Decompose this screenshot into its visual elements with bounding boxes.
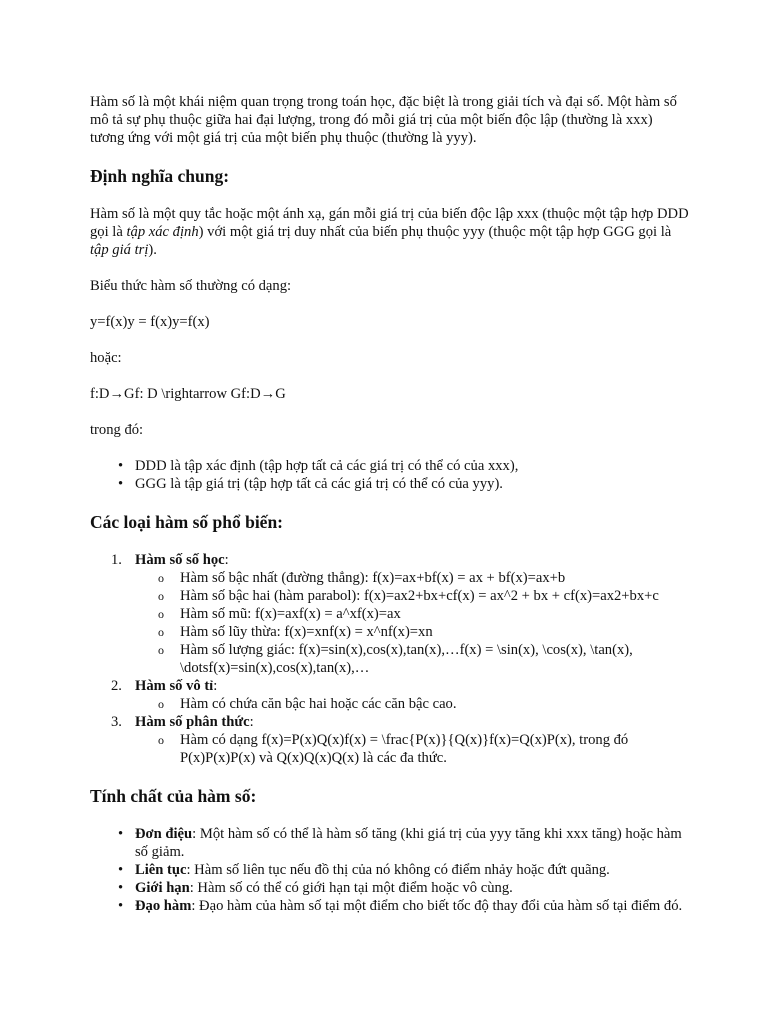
sub-item: o Hàm có chứa căn bậc hai hoặc các căn bậc cao. bbox=[180, 695, 690, 713]
property-text: : Một hàm số có thể là hàm số tăng (khi giá trị của yyy tăng khi xxx tăng) hoặc hàm số giảm. bbox=[135, 826, 682, 860]
property-item bbox=[135, 879, 690, 897]
type-suffix: : bbox=[213, 678, 218, 694]
property-term: Đạo hàm bbox=[135, 898, 192, 914]
types-list bbox=[90, 551, 690, 767]
sub-list bbox=[135, 569, 690, 677]
expression-1: y=f(x)y = f(x)y=f(x) bbox=[90, 314, 210, 330]
type-item bbox=[111, 551, 690, 677]
type-suffix: : bbox=[224, 552, 229, 568]
expression-2: f:D→Gf: D \rightarrow Gf:D→G bbox=[90, 386, 286, 402]
intro-paragraph: Hàm số là một khái niệm quan trọng trong toán học, đặc biệt là trong giải tích và đại số. Một hàm số mô tả sự phụ thuộc giữa hai đại lượng, trong đó mỗi giá trị của một biến độc lập (thường là xxx) tương ứng với một giá trị của một biến phụ thuộc (thường là yyy). bbox=[90, 94, 677, 146]
definition-heading: Định nghĩa chung: bbox=[90, 166, 230, 186]
property-item bbox=[135, 897, 690, 915]
type-title: Hàm số phân thức bbox=[135, 714, 250, 730]
list-number: 1. bbox=[111, 552, 122, 568]
property-term: Giới hạn bbox=[135, 880, 190, 896]
type-item bbox=[111, 677, 690, 713]
expression-intro: Biểu thức hàm số thường có dạng: bbox=[90, 278, 292, 294]
sub-item: o Hàm có dạng f(x)=P(x)Q(x)f(x) = \frac{P(x)}{Q(x)}f(x)=Q(x)P(x), trong đó P(x)P(x)P(x) và Q(x)Q(x)Q(x) là các đa thức. bbox=[180, 731, 690, 767]
range-term: tập giá trị bbox=[90, 242, 149, 258]
document-page bbox=[90, 93, 690, 933]
list-item: • DDD là tập xác định (tập hợp tất cả các giá trị có thể có của xxx), bbox=[135, 457, 690, 475]
type-suffix: : bbox=[249, 714, 254, 730]
type-title: Hàm số vô tỉ bbox=[135, 678, 214, 694]
list-item: • GGG là tập giá trị (tập hợp tất cả các giá trị có thể có của yyy). bbox=[135, 475, 690, 493]
definition-text-1: Hàm số là một quy tắc hoặc một ánh xạ, gán mỗi giá trị của biến độc lập xxx (thuộc một tập hợp DDD gọi là bbox=[90, 206, 689, 240]
property-item bbox=[135, 861, 690, 879]
domain-term: tập xác định bbox=[126, 224, 199, 240]
type-title: Hàm số số học bbox=[135, 552, 225, 568]
property-text: : Đạo hàm của hàm số tại một điểm cho biết tốc độ thay đổi của hàm số tại điểm đó. bbox=[191, 898, 683, 914]
property-term: Đơn điệu bbox=[135, 826, 193, 842]
sub-list bbox=[135, 731, 690, 767]
properties-list bbox=[90, 825, 690, 915]
definition-text-2: ) với một giá trị duy nhất của biến phụ thuộc yyy (thuộc một tập hợp GGG gọi là bbox=[198, 224, 672, 240]
property-item bbox=[135, 825, 690, 861]
properties-heading: Tính chất của hàm số: bbox=[90, 786, 257, 806]
definition-bullets bbox=[90, 457, 690, 493]
definition-paragraph bbox=[90, 205, 690, 259]
sub-item: o Hàm số mũ: f(x)=axf(x) = a^xf(x)=ax bbox=[180, 605, 690, 623]
property-text: : Hàm số liên tục nếu đồ thị của nó không có điểm nhảy hoặc đứt quãng. bbox=[186, 862, 610, 878]
list-number: 2. bbox=[111, 678, 122, 694]
list-number: 3. bbox=[111, 714, 122, 730]
sub-item: o Hàm số bậc nhất (đường thẳng): f(x)=ax+bf(x) = ax + bf(x)=ax+b bbox=[180, 569, 690, 587]
where-label: trong đó: bbox=[90, 422, 144, 438]
property-term: Liên tục bbox=[135, 862, 187, 878]
property-text: : Hàm số có thể có giới hạn tại một điểm hoặc vô cùng. bbox=[189, 880, 513, 896]
or-label: hoặc: bbox=[90, 350, 122, 366]
types-heading: Các loại hàm số phổ biến: bbox=[90, 512, 284, 532]
definition-text-3: ). bbox=[148, 242, 157, 258]
sub-item: o Hàm số lũy thừa: f(x)=xnf(x) = x^nf(x)=xn bbox=[180, 623, 690, 641]
sub-item: o Hàm số bậc hai (hàm parabol): f(x)=ax2+bx+cf(x) = ax^2 + bx + cf(x)=ax2+bx+c bbox=[180, 587, 690, 605]
sub-list bbox=[135, 695, 690, 713]
sub-item: o Hàm số lượng giác: f(x)=sin(x),cos(x),tan(x),…f(x) = \sin(x), \cos(x), \tan(x), \dotsf(x)=sin(x),cos(x),tan(x),… bbox=[180, 641, 690, 677]
type-item bbox=[111, 713, 690, 767]
